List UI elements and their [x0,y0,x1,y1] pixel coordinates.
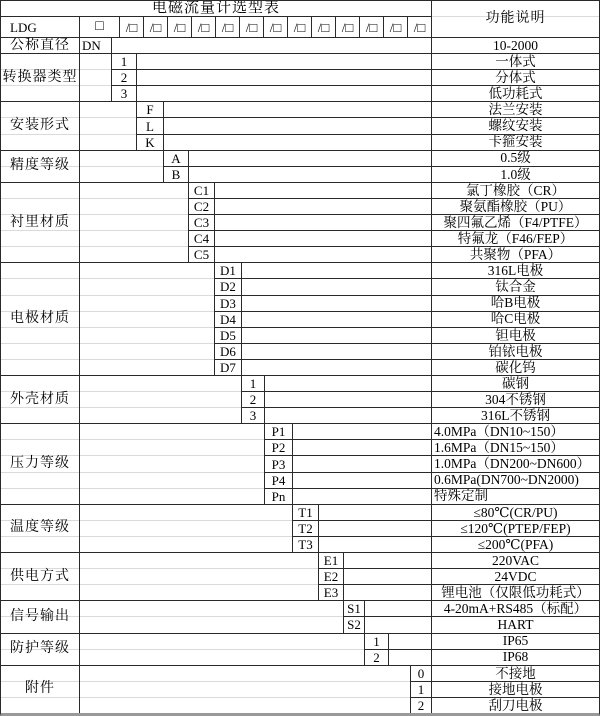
function-desc-cell: 螺纹安装 [431,117,599,133]
row-spacer-cell [241,343,431,359]
option-code-cell: D1 [214,262,241,278]
option-code-cell: D2 [214,278,241,294]
row-spacer-cell [364,600,431,616]
category-label: 压力等级 [1,423,79,503]
function-desc-cell: 卡箍安装 [431,134,599,150]
row-spacer-cell [292,439,431,455]
row-spacer-cell [343,584,431,600]
function-desc-cell: 10-2000 [431,37,599,53]
row-spacer-cell [136,85,431,101]
category-label: 温度等级 [1,504,79,552]
slash-box-cell: /□ [144,17,168,37]
option-code-cell: C3 [188,214,214,230]
row-spacer-cell [364,616,431,632]
function-desc-cell: 304不锈钢 [431,391,599,407]
category-label: 安装形式 [1,101,79,149]
row-spacer-cell [264,391,431,407]
spacer-cell [79,600,343,632]
option-code-cell: E3 [318,584,343,600]
option-code-cell: L [136,117,163,133]
row-spacer-cell [214,246,431,262]
spacer-cell [79,150,163,182]
row-spacer-cell [264,375,431,391]
function-desc-cell: 1.0级 [431,166,599,182]
function-desc-cell: 1.0MPa（DN200~DN600） [431,455,599,471]
function-desc-cell: 0.5级 [431,150,599,166]
option-code-cell: D3 [214,295,241,311]
option-code-cell: P4 [264,472,292,488]
function-desc-cell: 聚氨酯橡胶（PU） [431,198,599,214]
function-desc-cell: 不接地 [431,665,599,681]
option-code-cell: D5 [214,327,241,343]
option-code-cell: P1 [264,423,292,439]
spacer-cell [79,101,136,149]
option-code-cell: S2 [343,616,364,632]
category-label: 供电方式 [1,552,79,600]
row-spacer-cell [241,262,431,278]
category-label: 外壳材质 [1,375,79,423]
function-desc-cell: 接地电极 [431,681,599,697]
function-desc-cell: 哈C电极 [431,311,599,327]
function-desc-cell: 316L电极 [431,262,599,278]
spacer-cell [79,552,318,600]
option-code-cell: D6 [214,343,241,359]
function-desc-cell: 聚四氟乙烯（F4/PTFE） [431,214,599,230]
spacer-cell [79,262,214,375]
option-code-cell: 1 [241,375,264,391]
function-desc-cell: 分体式 [431,69,599,85]
category-label: 附件 [1,665,79,713]
row-spacer-cell [241,327,431,343]
category-label: 精度等级 [1,150,79,182]
spacer-cell [79,504,292,552]
function-column-header: 功能说明 [431,1,599,37]
option-code-cell: 1 [111,53,136,69]
row-spacer-cell [388,633,431,649]
category-label: 防护等级 [1,633,79,665]
option-code-cell: C4 [188,230,214,246]
category-label: 转换器类型 [1,53,79,101]
slash-box-cell: /□ [384,17,408,37]
row-spacer-cell [188,150,431,166]
row-spacer-cell [343,552,431,568]
row-spacer-cell [318,536,431,552]
slash-box-cell: /□ [168,17,192,37]
function-desc-cell: 1.6MPa（DN15~150） [431,439,599,455]
function-desc-cell: IP68 [431,649,599,665]
function-desc-cell: ≤120℃(PTEP/FEP) [431,520,599,536]
row-spacer-cell [318,504,431,520]
option-code-cell: 1 [410,681,431,697]
category-label: 电极材质 [1,262,79,375]
row-spacer-cell [292,472,431,488]
option-code-cell: C5 [188,246,214,262]
option-code-cell: 1 [364,633,388,649]
row-spacer-cell [111,37,431,53]
row-spacer-cell [241,295,431,311]
option-code-cell: 3 [111,85,136,101]
function-desc-cell: 刮刀电极 [431,697,599,713]
spacer-cell [79,375,241,423]
option-code-cell: 3 [241,407,264,423]
function-desc-cell: 法兰安装 [431,101,599,117]
function-desc-cell: 钽电极 [431,327,599,343]
category-label: 公称直径 [1,37,79,53]
spacer-cell [79,423,264,503]
function-desc-cell: HART [431,616,599,632]
option-code-cell: C2 [188,198,214,214]
slash-box-cell: /□ [288,17,312,37]
slash-box-cell: /□ [336,17,360,37]
slash-box-cell: /□ [120,17,144,37]
option-code-cell: B [163,166,188,182]
function-desc-cell: 钛合金 [431,278,599,294]
function-desc-cell: IP65 [431,633,599,649]
row-spacer-cell [214,214,431,230]
option-code-cell: P3 [264,455,292,471]
row-spacer-cell [163,134,431,150]
row-spacer-cell [292,488,431,504]
slash-box-cell: /□ [192,17,216,37]
function-desc-cell: 0.6MPa(DN700~DN2000) [431,472,599,488]
slash-box-cell: /□ [264,17,288,37]
option-code-cell: D4 [214,311,241,327]
model-prefix: LDG [1,16,79,37]
row-spacer-cell [241,278,431,294]
option-code-cell: K [136,134,163,150]
row-spacer-cell [136,69,431,85]
option-code-cell: E2 [318,568,343,584]
function-desc-cell: 共聚物（PFA） [431,246,599,262]
option-code-cell: C1 [188,182,214,198]
function-desc-cell: 特殊定制 [431,488,599,504]
row-spacer-cell [318,520,431,536]
option-code-cell: 2 [410,697,431,713]
function-desc-cell: ≤200℃(PFA) [431,536,599,552]
option-code-cell: Pn [264,488,292,504]
category-label: 衬里材质 [1,182,79,262]
function-desc-cell: 氯丁橡胶（CR） [431,182,599,198]
row-spacer-cell [388,649,431,665]
function-desc-cell: 24VDC [431,568,599,584]
option-code-cell: 2 [111,69,136,85]
option-code-cell: DN [79,37,111,53]
selection-table-grid [1,1,599,713]
option-code-cell: P2 [264,439,292,455]
function-desc-cell: 铂铱电极 [431,343,599,359]
slash-box-cell: /□ [360,17,384,37]
option-code-cell: S1 [343,600,364,616]
slash-box-cell: /□ [216,17,240,37]
model-code-boxes [79,16,431,37]
row-spacer-cell [163,101,431,117]
option-code-cell: D7 [214,359,241,375]
function-desc-cell: 特氟龙（F46/FEP） [431,230,599,246]
function-desc-cell: 碳钢 [431,375,599,391]
function-desc-cell: 低功耗式 [431,85,599,101]
row-spacer-cell [241,359,431,375]
row-spacer-cell [292,423,431,439]
slash-box-cell: /□ [413,19,426,35]
row-spacer-cell [241,311,431,327]
function-desc-cell: ≤80℃(CR/PU) [431,504,599,520]
option-code-cell: 0 [410,665,431,681]
option-code-cell: T1 [292,504,318,520]
function-desc-cell: 一体式 [431,53,599,69]
option-code-cell: T2 [292,520,318,536]
function-desc-cell: 哈B电极 [431,295,599,311]
function-desc-cell: 220VAC [431,552,599,568]
option-code-cell: E1 [318,552,343,568]
row-spacer-cell [136,53,431,69]
base-box-cell: □ [80,17,120,37]
table-title: 电磁流量计选型表 [151,1,280,16]
function-desc-cell: 锂电池（仅限低功耗式） [431,584,599,600]
function-desc-cell: 316L不锈钢 [431,407,599,423]
function-desc-cell: 4-20mA+RS485（标配） [431,600,599,616]
row-spacer-cell [343,568,431,584]
spacer-cell [79,633,364,665]
row-spacer-cell [214,230,431,246]
slash-box-cell: /□ [312,17,336,37]
spacer-cell [79,53,111,101]
row-spacer-cell [163,117,431,133]
spacer-cell [79,665,410,713]
row-spacer-cell [264,407,431,423]
row-spacer-cell [188,166,431,182]
row-spacer-cell [214,198,431,214]
option-code-cell: 2 [241,391,264,407]
slash-box-cell: /□ [240,17,264,37]
spacer-cell [79,182,188,262]
option-code-cell: F [136,101,163,117]
option-code-cell: T3 [292,536,318,552]
category-label: 信号输出 [1,600,79,632]
row-spacer-cell [292,455,431,471]
option-code-cell: 2 [364,649,388,665]
function-desc-cell: 碳化钨 [431,359,599,375]
row-spacer-cell [214,182,431,198]
function-desc-cell: 4.0MPa（DN10~150） [431,423,599,439]
option-code-cell: A [163,150,188,166]
